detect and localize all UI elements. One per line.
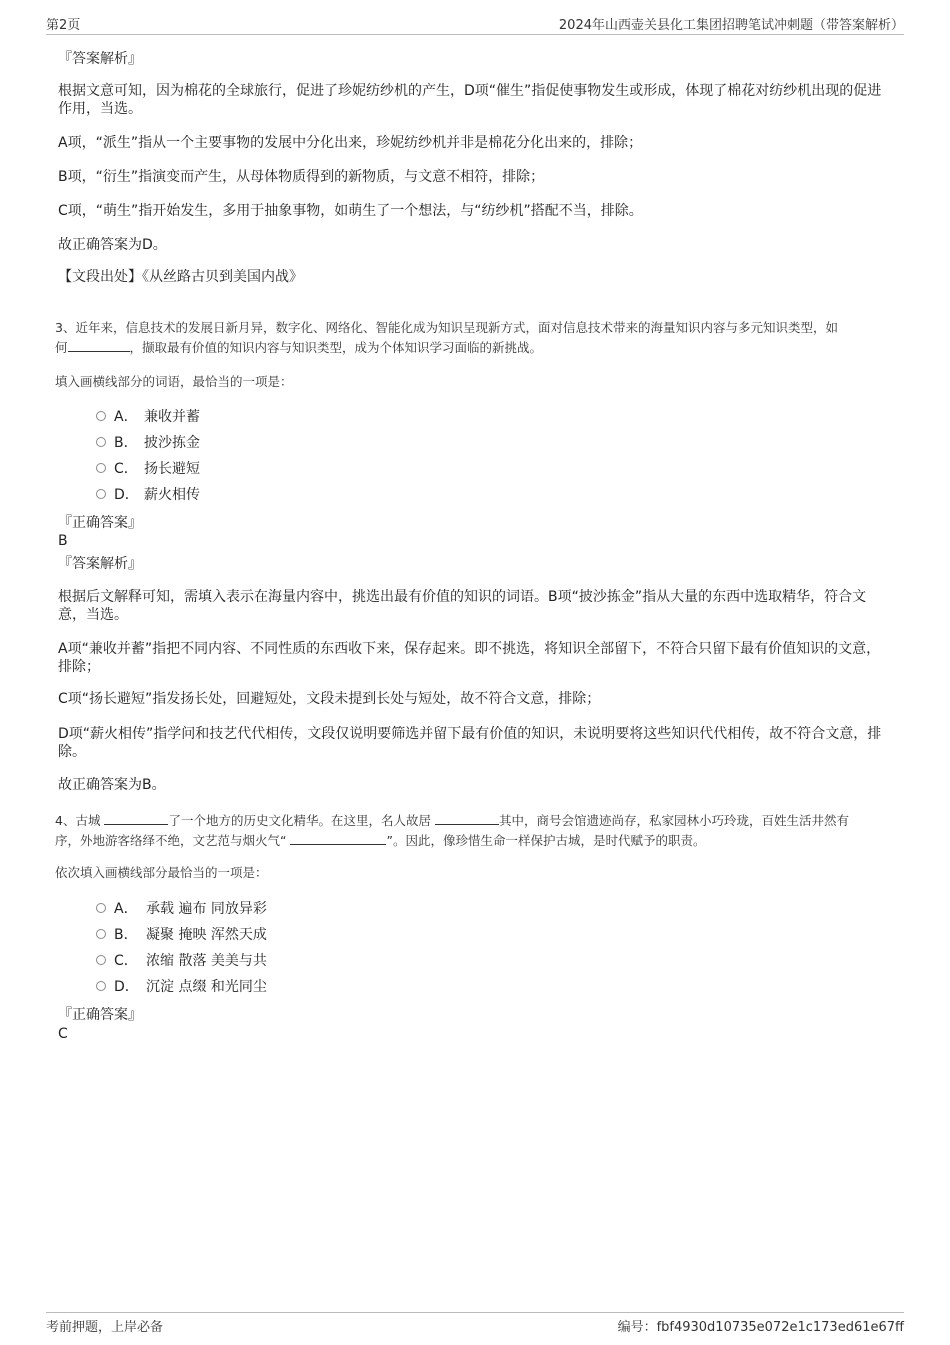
page-header	[46, 14, 904, 35]
question-4-prompt: 依次填入画横线部分最恰当的一项是：	[55, 865, 268, 880]
correct-answer-label: 『正确答案』	[58, 515, 142, 531]
footer-slogan: 考前押题，上岸必备	[46, 1320, 164, 1335]
q3-option-a[interactable]: A． 兼收并蓄	[96, 407, 200, 427]
answer-conclusion: 故正确答案为D。	[58, 237, 167, 253]
fill-blank	[104, 811, 168, 825]
question-4-text: 4、古城 了一个地方的历史文化精华。在这里，名人故居 其中，商号会馆遗迹尚存，私家园林小巧玲珑，百姓生活井然有 序，外地游客络绎不绝，文艺范与烟火气“ ”。因此，像珍惜生命一样保护古城，是时代赋予的职责。	[55, 813, 849, 848]
fill-blank	[290, 831, 386, 845]
q4-option-b[interactable]: B． 凝聚 掩映 浑然天成	[96, 925, 267, 945]
radio-icon[interactable]	[96, 463, 106, 473]
analysis-option-d: D项“薪火相传”指学问和技艺代代相传，文段仅说明要筛选并留下最有价值的知识，未说明要将这些知识代代相传，故不符合文意，排除。	[58, 726, 882, 760]
analysis-label: 『答案解析』	[58, 556, 142, 572]
radio-icon[interactable]	[96, 929, 106, 939]
fill-blank	[68, 338, 130, 352]
analysis-option-a: A项“兼收并蓄”指把不同内容、不同性质的东西收下来，保存起来。即不挑选，将知识全部留下，不符合只留下最有价值知识的文意，排除；	[58, 641, 881, 675]
q3-option-c[interactable]: C． 扬长避短	[96, 459, 200, 479]
answer-conclusion: 故正确答案为B。	[58, 777, 166, 793]
question-3-prompt: 填入画横线部分的词语，最恰当的一项是：	[55, 374, 293, 389]
q4-option-c[interactable]: C． 浓缩 散落 美美与共	[96, 951, 267, 971]
correct-answer-label: 『正确答案』	[58, 1007, 142, 1023]
analysis-label: 『答案解析』	[58, 51, 142, 67]
q4-option-d[interactable]: D． 沉淀 点缀 和光同尘	[96, 977, 267, 997]
analysis-option-c: C项“扬长避短”指发扬长处，回避短处，文段未提到长处与短处，故不符合文意，排除；	[58, 691, 601, 707]
radio-icon[interactable]	[96, 437, 106, 447]
fill-blank	[435, 811, 499, 825]
source-citation: 【文段出处】《从丝路古贝到美国内战》	[58, 269, 303, 285]
analysis-paragraph: 根据文意可知，因为棉花的全球旅行，促进了珍妮纺纱机的产生，D项“催生”指促使事物发生或形成，体现了棉花对纺纱机出现的促进作用，当选。	[58, 83, 882, 117]
page-footer	[46, 1312, 904, 1338]
q4-option-a[interactable]: A． 承载 遍布 同放异彩	[96, 899, 267, 919]
correct-answer: B	[58, 533, 68, 549]
radio-icon[interactable]	[96, 981, 106, 991]
radio-icon[interactable]	[96, 955, 106, 965]
radio-icon[interactable]	[96, 489, 106, 499]
document-title: 2024年山西壶关县化工集团招聘笔试冲刺题（带答案解析）	[558, 18, 904, 33]
analysis-option-b: B项，“衍生”指演变而产生，从母体物质得到的新物质，与文意不相符，排除；	[58, 169, 545, 185]
radio-icon[interactable]	[96, 411, 106, 421]
analysis-paragraph: 根据后文解释可知，需填入表示在海量内容中，挑选出最有价值的知识的词语。B项“披沙拣金”指从大量的东西中选取精华，符合文意，当选。	[58, 589, 867, 623]
question-3-text: 3、近年来，信息技术的发展日新月异，数字化、网络化、智能化成为知识呈现新方式，面对信息技术带来的海量知识内容与多元知识类型，如 何 ，撷取最有价值的知识内容与知识类型，成为个体知识学习面临的新挑战。	[55, 320, 838, 355]
page-number: 第2页	[46, 18, 81, 33]
document-code: 编号：fbf4930d10735e072e1c173ed61e67ff	[617, 1320, 904, 1335]
analysis-option-a: A项，“派生”指从一个主要事物的发展中分化出来，珍妮纺纱机并非是棉花分化出来的，排除；	[58, 135, 643, 151]
radio-icon[interactable]	[96, 903, 106, 913]
analysis-option-c: C项，“萌生”指开始发生，多用于抽象事物，如萌生了一个想法，与“纺纱机”搭配不当，排除。	[58, 203, 643, 219]
q3-option-b[interactable]: B． 披沙拣金	[96, 433, 200, 453]
q3-option-d[interactable]: D． 薪火相传	[96, 485, 200, 505]
correct-answer: C	[58, 1026, 68, 1042]
